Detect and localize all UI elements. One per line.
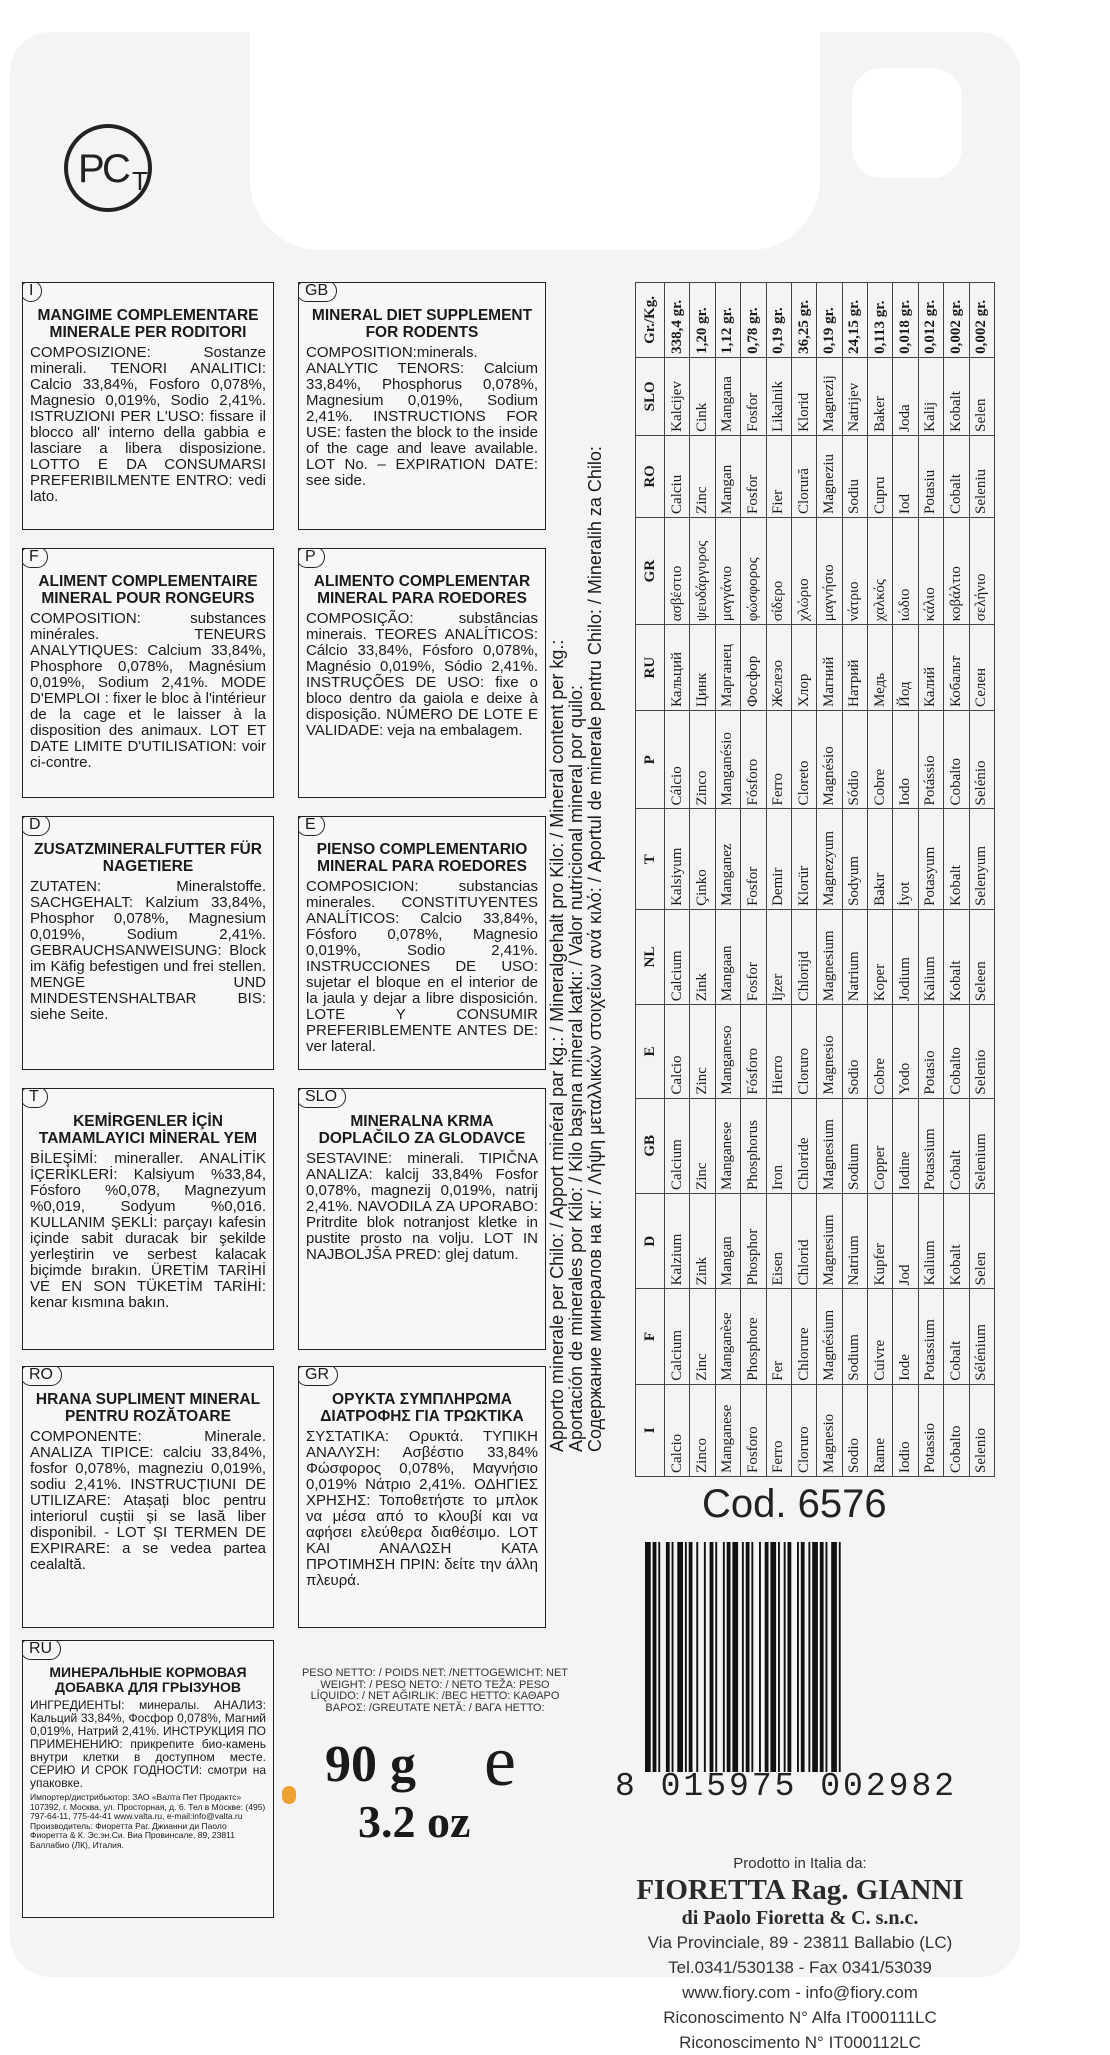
table-cell: Kalsiyum [665, 809, 690, 909]
table-cell: Magnesio [817, 1384, 842, 1476]
table-cell: 1,12 gr. [715, 283, 740, 358]
table-cell: Zinc [690, 1005, 715, 1098]
table-cell: Selenio [969, 1384, 995, 1476]
table-cell: Sodyum [842, 809, 867, 909]
table-cell: χλώριο [791, 517, 816, 624]
table-cell: İyot [893, 809, 918, 909]
table-cell: Mangan [715, 435, 740, 517]
table-cell: Phosphore [741, 1289, 766, 1384]
product-code: Cod. 6576 [702, 1482, 887, 1526]
table-cell: Natrium [842, 1193, 867, 1288]
table-cell: χαλκός [868, 517, 893, 624]
table-cell: Fósforo [741, 711, 766, 809]
table-row [893, 283, 918, 1477]
table-header: NL [636, 909, 665, 1004]
lang-title: ΟΡΥΚΤΑ ΣΥΜΠΛΗΡΩΜΑ ΔΙΑΤΡΟΦΗΣ ΓΙΑ ΤΡΩΚΤΙΚΑ [320, 1391, 524, 1425]
made-in-label: Prodotto in Italia da: [733, 1855, 867, 1872]
table-cell: ψευδάργυρος [690, 517, 715, 624]
table-cell: Цинк [690, 625, 715, 711]
table-cell: Zinco [690, 1384, 715, 1476]
table-cell: Кобальт [944, 625, 969, 711]
table-cell: Potasiu [918, 435, 943, 517]
table-cell: Calcium [665, 909, 690, 1004]
table-cell: Cobalt [944, 435, 969, 517]
table-cell: Manganèse [715, 1289, 740, 1384]
lang-block-gb [298, 282, 546, 530]
table-cell: Koper [868, 909, 893, 1004]
table-header: Gr./Kg. [636, 283, 665, 358]
table-cell: Chlorid [791, 1193, 816, 1288]
table-cell: Марганец [715, 625, 740, 711]
lang-title: MINERAL DIET SUPPLEMENT FOR RODENTS [311, 307, 533, 341]
table-cell: Cuivre [868, 1289, 893, 1384]
lang-title: MANGIME COMPLEMENTARE MINERALE PER RODITORI [37, 307, 259, 341]
table-cell: Potasio [918, 1005, 943, 1098]
table-cell: Sodium [842, 1289, 867, 1384]
table-cell: Zink [690, 909, 715, 1004]
lang-title: PIENSO COMPLEMENTARIO MINERAL PARA ROEDORES [316, 841, 528, 875]
manufacturer-web: www.fiory.com - info@fiory.com [682, 1983, 918, 2002]
lang-tag: GB [298, 282, 337, 302]
table-cell: Kobalt [944, 1193, 969, 1288]
table-cell: Fier [766, 435, 791, 517]
lang-body: COMPOSIÇÃO: substâncias minerais. TEORES ANALÍTICOS: Cálcio 33,84%, Fósforo 0,078%, Magnésio 0,019%, Sódio 2,41%. INSTRUÇÕES DE USO: fixe o bloco dentro da gaiola e deixe à disposição. NÚMERO DE LOTE E VALIDADE: veja na embalagem. [306, 610, 538, 739]
table-cell: Çinko [690, 809, 715, 909]
table-cell: Медь [868, 625, 893, 711]
table-cell: Baker [868, 357, 893, 435]
table-header: RU [636, 625, 665, 711]
note-line: Aportación de minerales por Kilo: / Kilo başına mineral katkı: / Valor nutricional mineral por quilo: [566, 684, 586, 1452]
table-cell: Fosfor [741, 909, 766, 1004]
table-cell: Calcium [665, 1098, 690, 1193]
manufacturer-address: Via Provinciale, 89 - 23811 Ballabio (LC) [647, 1933, 953, 1952]
table-cell: Magnesium [817, 1193, 842, 1288]
table-cell: Demir [766, 809, 791, 909]
lang-block-ru [22, 1640, 274, 1918]
lang-body: BİLEŞİMİ: mineraller. ANALİTİK İÇERİKLERİ: Kalsiyum %33,84, Fósforo %0,078, Magnezyum %0,019, Sodyum %0,016. KULLANIM ŞEKLİ: parçayı kafesin içinde sabit duracak bir şekilde yerleştirin ve serbest kalacak biçimde bırakın. ÜRETİM TARİHİ VE EN SON TÜKETİM TARİHİ: kenar kısmına bakın. [30, 1150, 266, 1311]
table-cell: Iodio [893, 1384, 918, 1476]
lang-block-slo [298, 1088, 546, 1350]
table-cell: Cobre [868, 711, 893, 809]
table-cell: Seleniu [969, 435, 995, 517]
table-cell: 0,78 gr. [741, 283, 766, 358]
table-cell: Cloreto [791, 711, 816, 809]
table-cell: Hierro [766, 1005, 791, 1098]
table-cell: 0,012 gr. [918, 283, 943, 358]
table-cell: Sodiu [842, 435, 867, 517]
table-row [715, 283, 740, 1477]
barcode [645, 1542, 990, 1772]
table-cell: Selénio [969, 711, 995, 809]
table-cell: Potássio [918, 711, 943, 809]
table-cell: Zinc [690, 1289, 715, 1384]
table-cell: Ijzer [766, 909, 791, 1004]
table-cell: Magnésium [817, 1289, 842, 1384]
lang-block-i [22, 282, 274, 530]
table-cell: Sodio [842, 1005, 867, 1098]
table-header: SLO [636, 357, 665, 435]
lang-block-p [298, 548, 546, 798]
table-cell: Mangan [715, 1193, 740, 1288]
table-cell: Manganese [715, 1384, 740, 1476]
lang-title: ZUSATZMINERALFUTTER FÜR NAGETIERE [34, 841, 262, 875]
table-cell: Phosphorus [741, 1098, 766, 1193]
table-cell: Selen [969, 1193, 995, 1288]
table-cell: Cupru [868, 435, 893, 517]
lang-tag: I [22, 282, 42, 302]
table-cell: 338,4 gr. [665, 283, 690, 358]
note-line: Apporto minerale per Chilo: / Apport minéral par kg.: / Mineralgehalt pro Kilo: / Mineral content per kg.: [547, 639, 567, 1452]
table-header: GR [636, 517, 665, 624]
table-cell: Iodine [893, 1098, 918, 1193]
table-cell: Fósforo [741, 1005, 766, 1098]
table-cell: 0,113 gr. [868, 283, 893, 358]
table-cell: 0,002 gr. [969, 283, 995, 358]
table-cell: Rame [868, 1384, 893, 1476]
table-cell: σίδερο [766, 517, 791, 624]
orange-dot [282, 1786, 296, 1804]
table-cell: Калий [918, 625, 943, 711]
estimated-sign-mark: e [484, 1721, 516, 1801]
table-cell: Селен [969, 625, 995, 711]
table-cell: Kupfer [868, 1193, 893, 1288]
table-cell: Iron [766, 1098, 791, 1193]
table-row [766, 283, 791, 1477]
table-header: RO [636, 435, 665, 517]
table-cell: Potassio [918, 1384, 943, 1476]
table-cell: Магний [817, 625, 842, 711]
table-row [741, 283, 766, 1477]
table-cell: Calcio [665, 1384, 690, 1476]
table-cell: Iod [893, 435, 918, 517]
table-cell: Manganez [715, 809, 740, 909]
table-cell: Kalium [918, 1193, 943, 1288]
table-cell: Натрий [842, 625, 867, 711]
lang-title: HRANA SUPLIMENT MINERAL PENTRU ROZĂTOARE [35, 1391, 261, 1425]
lang-tag: SLO [298, 1088, 346, 1108]
table-cell: Manganésio [715, 711, 740, 809]
table-cell: Cobalto [944, 1005, 969, 1098]
note-line: Содержание минералов на кг: / Λήψη μεταλλικών στοιχείων ανά κιλό: / Aportul de minerale pentru Chilo: / Mineralih za Chilo: [585, 446, 605, 1452]
net-weight-label: PESO NETTO: / POIDS NET: /NETTOGEWICHT: NET WEIGHT: / PESO NETO: / NETO TEŽA: PESO LÍQUIDO: / NET AĞIRLIK: /BEC НЕТТО: ΚΑΘΑΡΟ ΒΑΡΟΣ: /GREUTATE NETĂ: / ВАГА НЕТТО: [301, 1667, 569, 1714]
manufacturer-phone: Tel.0341/530138 - Fax 0341/53039 [668, 1958, 932, 1977]
svg-text:P: P [78, 147, 105, 191]
table-header: D [636, 1193, 665, 1288]
manufacturer-subname: di Paolo Fioretta & C. s.n.c. [681, 1907, 919, 1929]
table-cell: Кальций [665, 625, 690, 711]
table-cell: Cloruro [791, 1384, 816, 1476]
lang-block-t [22, 1088, 274, 1350]
lang-body: ΣΥΣΤΑΤΙΚΑ: Ορυκτά. ΤΥΠΙΚΗ ΑΝΑΛΥΣΗ: Ασβέστιο 33,84% Φώσφορος 0,078%, Μαγνήσιο 0,019% Νάτριο 2,41%. ΟΔΗΓΙΕΣ ΧΡΗΣΗΣ: Τοποθετήστε το μπλοκ να μέσα από το κλουβί και να αφήσει ελεύθερα διαθέσιμο. LOT ΚΑΙ ΑΝΑΛΩΣΗ ΚΑΤΑ ΠΡΟΤΙΜΗΣΗ ΠΡΙΝ: δείτε την άλλη πλευρά. [306, 1428, 538, 1589]
table-cell: Natrium [842, 909, 867, 1004]
lang-block-d [22, 816, 274, 1070]
hang-hole [852, 68, 962, 178]
net-weight-grams: 90 g [325, 1736, 416, 1793]
table-row [944, 283, 969, 1477]
lang-title: МИНЕРАЛЬНЫЕ КОРМОВАЯ ДОБАВКА ДЛЯ ГРЫЗУНОВ [49, 1664, 247, 1695]
table-row [665, 283, 690, 1477]
table-cell: Kalcijev [665, 357, 690, 435]
table-cell: Calcio [665, 1005, 690, 1098]
table-cell: Mangaan [715, 909, 740, 1004]
table-cell: Selenium [969, 1098, 995, 1193]
table-header: T [636, 809, 665, 909]
lang-block-f [22, 548, 274, 798]
table-cell: Хлор [791, 625, 816, 711]
table-cell: Sódio [842, 711, 867, 809]
lang-block-gr [298, 1366, 546, 1628]
table-cell: Zink [690, 1193, 715, 1288]
lang-body: COMPONENTE: Minerale. ANALIZA TIPICE: calciu 33,84%, fosfor 0,078%, magneziu 0,019%, sodiu 2,41%. INSTRUCȚIUNI DE UTILIZARE: Atașați bloc pentru interiorul cuștii și se lasă liber disponibil. - LOT ȘI TERMEN DE EXPIRARE: a se vedea partea cealaltă. [30, 1428, 266, 1573]
table-cell: μαγνήσιο [817, 517, 842, 624]
lang-block-e [298, 816, 546, 1070]
table-cell: Manganese [715, 1098, 740, 1193]
table-cell: Sodium [842, 1098, 867, 1193]
table-cell: μαγγάνιο [715, 517, 740, 624]
table-cell: Magnesium [817, 1098, 842, 1193]
table-row [791, 283, 816, 1477]
table-cell: 1,20 gr. [690, 283, 715, 358]
lang-title: MINERALNA KRMA DOPLAČILO ZA GLODAVCE [318, 1113, 526, 1147]
table-cell: Fosforo [741, 1384, 766, 1476]
table-header: F [636, 1289, 665, 1384]
table-cell: Mangana [715, 357, 740, 435]
table-cell: Potassium [918, 1098, 943, 1193]
table-cell: Iodo [893, 711, 918, 809]
pct-certification-icon [58, 118, 168, 218]
svg-text:C: C [102, 147, 131, 191]
table-cell: Magnésio [817, 711, 842, 809]
table-header: I [636, 1384, 665, 1476]
table-cell: Cobalt [944, 1289, 969, 1384]
table-cell: κοβάλτιο [944, 517, 969, 624]
barcode-number: 8 015975 002982 [615, 1768, 958, 1805]
table-cell: Железо [766, 625, 791, 711]
table-cell: Likalnik [766, 357, 791, 435]
table-header: GB [636, 1098, 665, 1193]
table-cell: Kalij [918, 357, 943, 435]
table-cell: Йод [893, 625, 918, 711]
recognition-2: Riconoscimento N° IT000112LC [679, 2033, 921, 2052]
table-cell: Chlorijd [791, 909, 816, 1004]
table-cell: Calcium [665, 1289, 690, 1384]
table-cell: Fosfor [741, 357, 766, 435]
table-row [690, 283, 715, 1477]
table-cell: Kalium [918, 909, 943, 1004]
table-cell: Cálcio [665, 711, 690, 809]
table-cell: Joda [893, 357, 918, 435]
table-cell: Cink [690, 357, 715, 435]
table-cell: Selen [969, 357, 995, 435]
table-cell: Klorid [791, 357, 816, 435]
lang-tag: P [298, 548, 325, 568]
lang-body: ИНГРЕДИЕНТЫ: минералы. АНАЛИЗ: Кальций 33,84%, Фосфор 0,078%, Магний 0,019%, Натрий 2,41%. ИНСТРУКЦИЯ ПО ПРИМЕНЕНИЮ: прикрепите био-камень внутри клетки в доступном месте. СЕРИЮ И СРОК ГОДНОСТИ: смотри на упаковке. [30, 1698, 266, 1790]
table-cell: 0,002 gr. [944, 283, 969, 358]
table-cell: Chloride [791, 1098, 816, 1193]
lang-tag: GR [298, 1366, 338, 1386]
table-cell: Seleen [969, 909, 995, 1004]
table-cell: Ferro [766, 711, 791, 809]
table-cell: Sélénium [969, 1289, 995, 1384]
table-cell: Cobalt [944, 1098, 969, 1193]
table-cell: Copper [868, 1098, 893, 1193]
lang-tag: D [22, 816, 50, 836]
mineral-table-wrap [635, 282, 995, 1477]
table-cell: Natrijev [842, 357, 867, 435]
table-row [969, 283, 995, 1477]
lang-tag: RO [22, 1366, 62, 1386]
table-header: E [636, 1005, 665, 1098]
table-cell: Magnesium [817, 909, 842, 1004]
lang-body: COMPOSICION: substancias minerales. CONSTITUYENTES ANALÍTICOS: Calcio 33,84%, Fósforo 0,078%, Magnesio 0,019%, Sodio 2,41%. INSTRUCCIONES DE USO: sujetar el bloque en el interior de la jaula y dejar a libre disposición. LOTE Y CONSUMIR PREFERIBLEMENTE ANTES DE: ver lateral. [306, 878, 538, 1055]
table-cell: 36,25 gr. [791, 283, 816, 358]
table-row [918, 283, 943, 1477]
table-cell: Fosfor [741, 809, 766, 909]
table-cell: φώσφορος [741, 517, 766, 624]
table-cell: Kobalt [944, 809, 969, 909]
table-cell: Fosfor [741, 435, 766, 517]
table-cell: Cloruro [791, 1005, 816, 1098]
table-cell: Calciu [665, 435, 690, 517]
table-cell: Magnezyum [817, 809, 842, 909]
table-cell: Phosphor [741, 1193, 766, 1288]
table-cell: Selenyum [969, 809, 995, 909]
table-cell: Фосфор [741, 625, 766, 711]
lang-tag: RU [22, 1640, 61, 1660]
lang-block-ro [22, 1366, 274, 1628]
lang-body: ZUTATEN: Mineralstoffe. SACHGEHALT: Kalzium 33,84%, Phosphor 0,078%, Magnesium 0,019%, Sodium 2,41%. GEBRAUCHSANWEISUNG: Block im Käfig befestigen und frei stellen. MENGE UND MINDESTENSHALTBAR BIS: siehe Seite. [30, 878, 266, 1023]
table-cell: Fer [766, 1289, 791, 1384]
lang-body: COMPOSITION: substances minérales. TENEURS ANALYTIQUES: Calcium 33,84%, Phosphore 0,078%, Magnésium 0,019%, Sodium 2,41%. MODE D'EMPLOI : fixer le bloc à l'intérieur de la cage et le laisser à la disposition des animaux. LOT ET DATE LIMITE D'UTILISATION: voir ci-contre. [30, 610, 266, 771]
table-cell: Potasyum [918, 809, 943, 909]
table-cell: 24,15 gr. [842, 283, 867, 358]
lang-body: COMPOSITION:minerals. ANALYTIC TENORS: Calcium 33,84%, Phosphorus 0,078%, Magnesium 0,019%, Sodium 2,41%. INSTRUCTIONS FOR USE: fasten the block to the inside of the cage and leave available. LOT No. – EXPIRATION DATE: see side. [306, 344, 538, 489]
table-cell: Ferro [766, 1384, 791, 1476]
table-cell: Cobalto [944, 711, 969, 809]
table-row [817, 283, 842, 1477]
table-cell: Kobalt [944, 357, 969, 435]
table-cell: Jodium [893, 909, 918, 1004]
svg-text:T: T [132, 166, 148, 196]
lang-title: ALIMENTO COMPLEMENTAR MINERAL PARA ROEDORES [313, 573, 531, 607]
table-cell: Kalzium [665, 1193, 690, 1288]
table-cell: Cobalto [944, 1384, 969, 1476]
manufacturer-name: FIORETTA Rag. GIANNI [636, 1874, 964, 1906]
table-cell: Manganeso [715, 1005, 740, 1098]
lang-tag: F [22, 548, 48, 568]
table-cell: Yodo [893, 1005, 918, 1098]
net-weight-ounces: 3.2 oz [358, 1796, 471, 1847]
table-cell: ασβέστιο [665, 517, 690, 624]
table-cell: νάτριο [842, 517, 867, 624]
table-row [842, 283, 867, 1477]
lang-tag: T [22, 1088, 48, 1108]
table-cell: 0,19 gr. [766, 283, 791, 358]
table-cell: 0,018 gr. [893, 283, 918, 358]
table-cell: Chlorure [791, 1289, 816, 1384]
mineral-table [635, 282, 995, 1477]
table-cell: Zinco [690, 711, 715, 809]
manufacturer-info [590, 1855, 1010, 2055]
table-header: P [636, 711, 665, 809]
table-cell: Klorür [791, 809, 816, 909]
importer-fine-print: Импортер/дистрибьютор: ЗАО «Валта Пет Продактс» 107392, г. Москва, ул. Просторная, д. 6. Тел в Москве: (495) 797-64-11, 775-44-41 www.valta.ru, e-mail:info@valta.ru Производитель: Фиоретта Раг. Джианни ди Паоло Фиоретта & К. Эс.эн.Си. Виа Провинсале, 89, 23811 Баллабио (ЛК), Италия. [30, 1792, 266, 1850]
table-cell: 0,19 gr. [817, 283, 842, 358]
table-cell: Iode [893, 1289, 918, 1384]
table-cell: Zinc [690, 1098, 715, 1193]
table-cell: Magnezij [817, 357, 842, 435]
table-cell: Eisen [766, 1193, 791, 1288]
table-cell: Magnesio [817, 1005, 842, 1098]
lang-title: KEMİRGENLER İÇİN TAMAMLAYICI MİNERAL YEM [38, 1113, 258, 1147]
table-cell: Bakır [868, 809, 893, 909]
table-cell: Potassium [918, 1289, 943, 1384]
table-cell: ιώδιο [893, 517, 918, 624]
table-cell: Cobre [868, 1005, 893, 1098]
table-cell: Magneziu [817, 435, 842, 517]
table-cell: Clorură [791, 435, 816, 517]
lang-title: ALIMENT COMPLEMENTAIRE MINERAL POUR RONGEURS [38, 573, 258, 607]
table-row [868, 283, 893, 1477]
lang-body: COMPOSIZIONE: Sostanze minerali. TENORI ANALITICI: Calcio 33,84%, Fosforo 0,078%, Magnesio 0,019%, Sodio 2,41%. ISTRUZIONI PER L'USO: fissare il blocco all' interno della gabbia e lasciare a libera disposizione. LOTTO E DA CONSUMARSI PREFERIBILMENTE ENTRO: vedi lato. [30, 344, 266, 505]
table-cell: Zinc [690, 435, 715, 517]
recognition-1: Riconoscimento N° Alfa IT000111LC [663, 2008, 937, 2027]
table-cell: Kobalt [944, 909, 969, 1004]
lang-body: SESTAVINE: minerali. TIPIČNA ANALIZA: kalcij 33,84% Fosfor 0,078%, magnezij 0,019%, natrij 2,41%. NAVODILA ZA UPORABO: Pritrdite blok notranjost kletke in pustite prosto na volju. LOT IN NAJBOLJŠA PRED: glej datum. [306, 1150, 538, 1263]
table-cell: Jod [893, 1193, 918, 1288]
mineral-content-note [548, 282, 628, 1452]
lang-tag: E [298, 816, 325, 836]
table-cell: κάλιο [918, 517, 943, 624]
table-cell: σελήνιο [969, 517, 995, 624]
top-notch [250, 0, 820, 250]
table-cell: Sodio [842, 1384, 867, 1476]
table-cell: Selenio [969, 1005, 995, 1098]
